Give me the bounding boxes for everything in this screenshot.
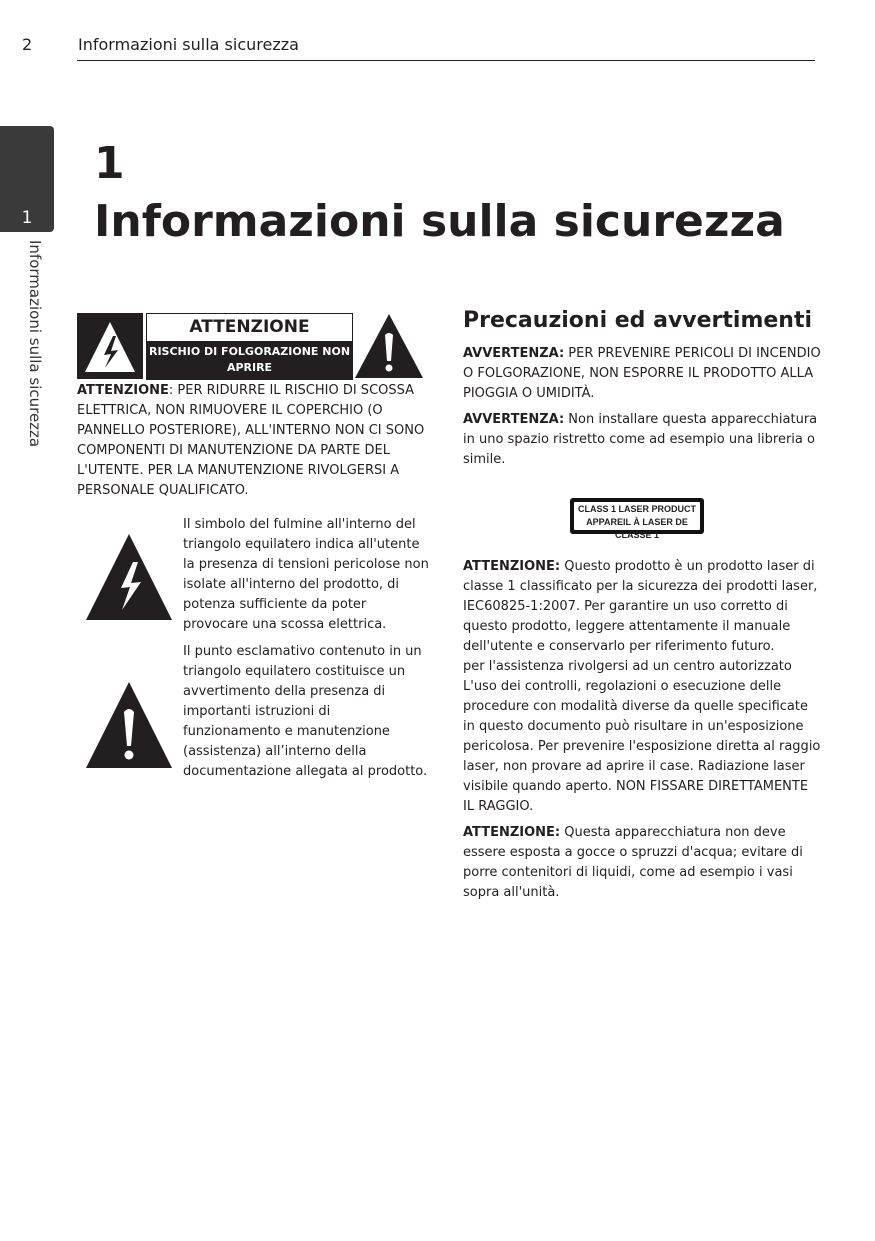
caution-label-laser: ATTENZIONE: <box>463 559 561 574</box>
caution-text: : PER RIDURRE IL RISCHIO DI SCOSSA ELETTRICA, NON RIMUOVERE IL COPERCHIO (O PANNELLO POSTERIORE), ALL'INTERNO NON CI SONO COMPONENTI DI MANUTENZIONE DA PARTE DEL L'UTENTE. PER LA MANUTENZIONE RIVOLGERSI A PERSONALE QUALIFICATO. <box>77 383 425 498</box>
chapter-side-label: Informazioni sulla sicurezza <box>26 240 44 448</box>
page-number: 2 <box>22 35 33 54</box>
laser-label-line-1: CLASS 1 LASER PRODUCT <box>577 504 696 514</box>
header-divider <box>77 60 815 61</box>
caution-label-subtitle: RISCHIO DI FOLGORAZIONE NON APRIRE <box>147 341 352 379</box>
lightning-symbol-description: Il simbolo del fulmine all'interno del triangolo equilatero indica all'utente la presenza di tensioni pericolose non isolate all'interno del prodotto, di potenza sufficiente da poter provocare una scossa elettrica. <box>183 517 429 632</box>
section-heading: Precauzioni ed avvertimenti <box>463 308 813 333</box>
exclamation-symbol-description: Il punto esclamativo contenuto in un triangolo equilatero costituisce un avvertimento della presenza di importanti istruzioni di funzionamento e manutenzione (assistenza) all’interno della documentazione allegata al prodotto. <box>183 644 428 779</box>
chapter-number: 1 <box>94 138 125 189</box>
laser-label-line-2: APPAREIL À LASER DE CLASSE 1 <box>586 517 688 540</box>
caution-paragraph <box>77 381 437 501</box>
warning-text-1: PER PREVENIRE PERICOLI DI INCENDIO O FOLGORAZIONE, NON ESPORRE IL PRODOTTO ALLA PIOGGIA O UMIDITÀ. <box>463 346 821 401</box>
running-header-title: Informazioni sulla sicurezza <box>78 35 299 54</box>
warning-label-2: AVVERTENZA: <box>463 412 565 427</box>
warning-label-1: AVVERTENZA: <box>463 346 565 361</box>
laser-class-label <box>570 498 704 540</box>
caution-text-liquids: Questa apparecchiatura non deve essere esposta a gocce o spruzzi d'acqua; evitare di porre contenitori di liquidi, come ad esempio i vasi sopra all'unità. <box>463 825 803 900</box>
caution-paragraph-liquids <box>463 823 823 903</box>
caution-paragraph-laser <box>463 557 823 817</box>
lightning-triangle-icon <box>84 532 174 622</box>
caution-label-box <box>146 313 353 380</box>
caution-label-title: ATTENZIONE <box>147 314 352 341</box>
warning-paragraph-1 <box>463 344 823 404</box>
caution-label-liquids: ATTENZIONE: <box>463 825 561 840</box>
exclamation-warning-icon <box>354 313 424 379</box>
warning-text-2: Non installare questa apparecchiatura in uno spazio ristretto come ad esempio una libreria o simile. <box>463 412 818 467</box>
caution-label: ATTENZIONE <box>77 383 169 398</box>
page-title: Informazioni sulla sicurezza <box>94 196 785 247</box>
caution-text-laser-continued: per l'assistenza rivolgersi ad un centro autorizzato L'uso dei controlli, regolazioni o esecuzione delle procedure con modalità diverse da quelle specificate in questo documento può risultare in un'esposizione pericolosa. Per prevenire l'esposizione diretta al raggio laser, non provare ad aprire il case. Radiazione laser visibile quando aperto. NON FISSARE DIRETTAMENTE IL RAGGIO. <box>463 659 821 814</box>
lightning-warning-icon <box>77 313 143 379</box>
exclamation-triangle-icon <box>84 680 174 770</box>
caution-text-laser: Questo prodotto è un prodotto laser di classe 1 classificato per la sicurezza dei prodotti laser, IEC60825-1:2007. Per garantire un uso corretto di questo prodotto, leggere attentamente il manuale dell'utente e conservarlo per riferimento futuro. <box>463 559 818 654</box>
warning-paragraph-2 <box>463 410 823 470</box>
chapter-side-tab-number: 1 <box>21 208 33 228</box>
chapter-side-tab <box>0 126 54 232</box>
